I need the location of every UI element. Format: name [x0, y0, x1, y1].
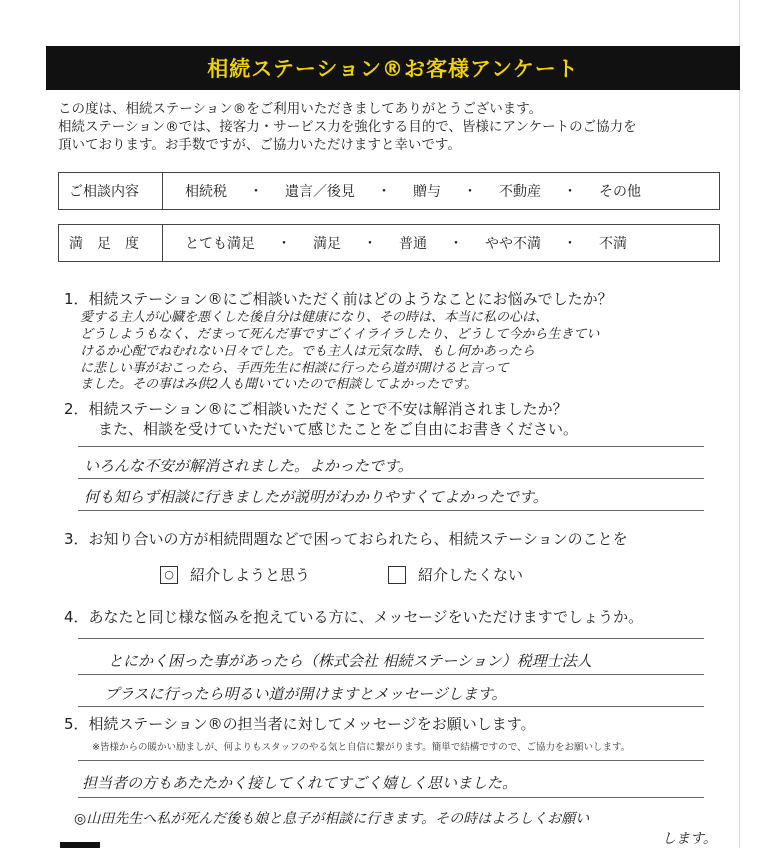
- handwritten-answer: どうしようもなく、だまって死んだ事ですごくイライラしたり、どうして今から生きてい: [80, 327, 600, 342]
- satisfaction-option[interactable]: 満足: [313, 236, 341, 252]
- question-5: 5．相続ステーション®の担当者に対してメッセージをお願いします。: [64, 715, 536, 733]
- answer-line: [78, 446, 704, 447]
- question-4: 4．あなたと同じ様な悩みを抱えている方に、メッセージをいただけますでしょうか。: [64, 608, 644, 626]
- answer-line: [78, 478, 704, 479]
- consult-row: ご相談内容 相続税 ・ 遺言／後見 ・ 贈与 ・ 不動産 ・ その他: [58, 172, 720, 210]
- satisfaction-row: 満 足 度 とても満足 ・ 満足 ・ 普通 ・ やや不満 ・ 不満: [58, 224, 720, 262]
- question-1: 1．相続ステーション®にご相談いただく前はどのようなことにお悩みでしたか？: [64, 290, 613, 308]
- handwritten-answer: に悲しい事がおこったら、手西先生に相談に行ったら道が開けると言って: [80, 361, 509, 376]
- recommend-yes-option[interactable]: [160, 564, 310, 585]
- question-2-sub: また、相談を受けていただいて感じたことをご自由にお書きください。: [98, 420, 579, 438]
- recommend-no-option[interactable]: [388, 564, 523, 585]
- handwritten-answer: 愛する主人が心臓を悪くした後自分は健康になり、その時は、本当に私の心は、: [80, 310, 549, 325]
- consult-option[interactable]: 相続税: [185, 184, 227, 200]
- answer-line: [78, 797, 704, 798]
- checkbox-checked[interactable]: ○: [160, 566, 178, 584]
- intro-line: 頂いております。お手数ですが、ご協力いただけますと幸いです。: [58, 137, 461, 153]
- handwritten-answer: します。: [662, 831, 717, 847]
- consult-option[interactable]: 贈与: [413, 184, 441, 200]
- question-3: 3．お知り合いの方が相続問題などで困っておられたら、相続ステーションのことを: [64, 530, 628, 548]
- answer-line: [78, 760, 704, 761]
- answer-line: [78, 706, 704, 707]
- footer-mark: [60, 842, 100, 848]
- answer-line: [78, 638, 704, 639]
- handwritten-answer: プラスに行ったら明るい道が開けますとメッセージします。: [104, 685, 507, 703]
- handwritten-answer: いろんな不安が解消されました。よかったです。: [84, 457, 413, 475]
- answer-line: [78, 510, 704, 511]
- intro-line: この度は、相続ステーション®をご利用いただきましてありがとうございます。: [58, 101, 543, 117]
- handwritten-answer: 何も知らず相談に行きましたが説明がわかりやすくてよかったです。: [84, 488, 548, 506]
- intro-line: 相続ステーション®では、接客力・サービス力を強化する目的で、皆様にアンケートのご協力を: [58, 119, 637, 135]
- consult-label: ご相談内容: [59, 173, 163, 209]
- intro-text: [58, 100, 718, 154]
- recommend-no-label: 紹介したくない: [418, 566, 524, 584]
- consult-option[interactable]: 遺言／後見: [285, 184, 355, 200]
- consult-option[interactable]: 不動産: [499, 184, 541, 200]
- satisfaction-option[interactable]: とても満足: [185, 236, 255, 252]
- recommend-yes-label: 紹介しようと思う: [190, 566, 311, 584]
- page-margin: [739, 0, 768, 848]
- handwritten-answer: 担当者の方もあたたかく接してくれてすごく嬉しく思いました。: [82, 774, 518, 792]
- checkbox-empty[interactable]: [388, 566, 406, 584]
- consult-option[interactable]: その他: [599, 184, 641, 200]
- page-title: 相続ステーション®お客様アンケート: [46, 46, 740, 90]
- satisfaction-option[interactable]: 普通: [399, 236, 427, 252]
- satisfaction-option[interactable]: やや不満: [485, 236, 541, 252]
- handwritten-answer: ました。その事はみ供2人も聞いていたので相談してよかったです。: [80, 377, 478, 392]
- handwritten-answer: ◎山田先生へ私が死んだ後も娘と息子が相談に行きます。その時はよろしくお願い: [74, 811, 590, 827]
- satisfaction-option[interactable]: 不満: [599, 236, 627, 252]
- q5-note: ※皆様からの暖かい励ましが、何よりもスタッフのやる気と自信に繋がります。簡単で結構ですので、ご協力をお願いします。: [92, 742, 631, 753]
- answer-line: [78, 674, 704, 675]
- satisfaction-label: 満 足 度: [59, 225, 163, 261]
- question-2: 2．相続ステーション®にご相談いただくことで不安は解消されましたか？: [64, 400, 568, 418]
- handwritten-answer: とにかく困った事があったら（株式会社 相続ステーション）税理士法人: [108, 652, 592, 670]
- handwritten-answer: けるか心配でねむれない日々でした。でも主人は元気な時、もし何かあったら: [80, 344, 535, 359]
